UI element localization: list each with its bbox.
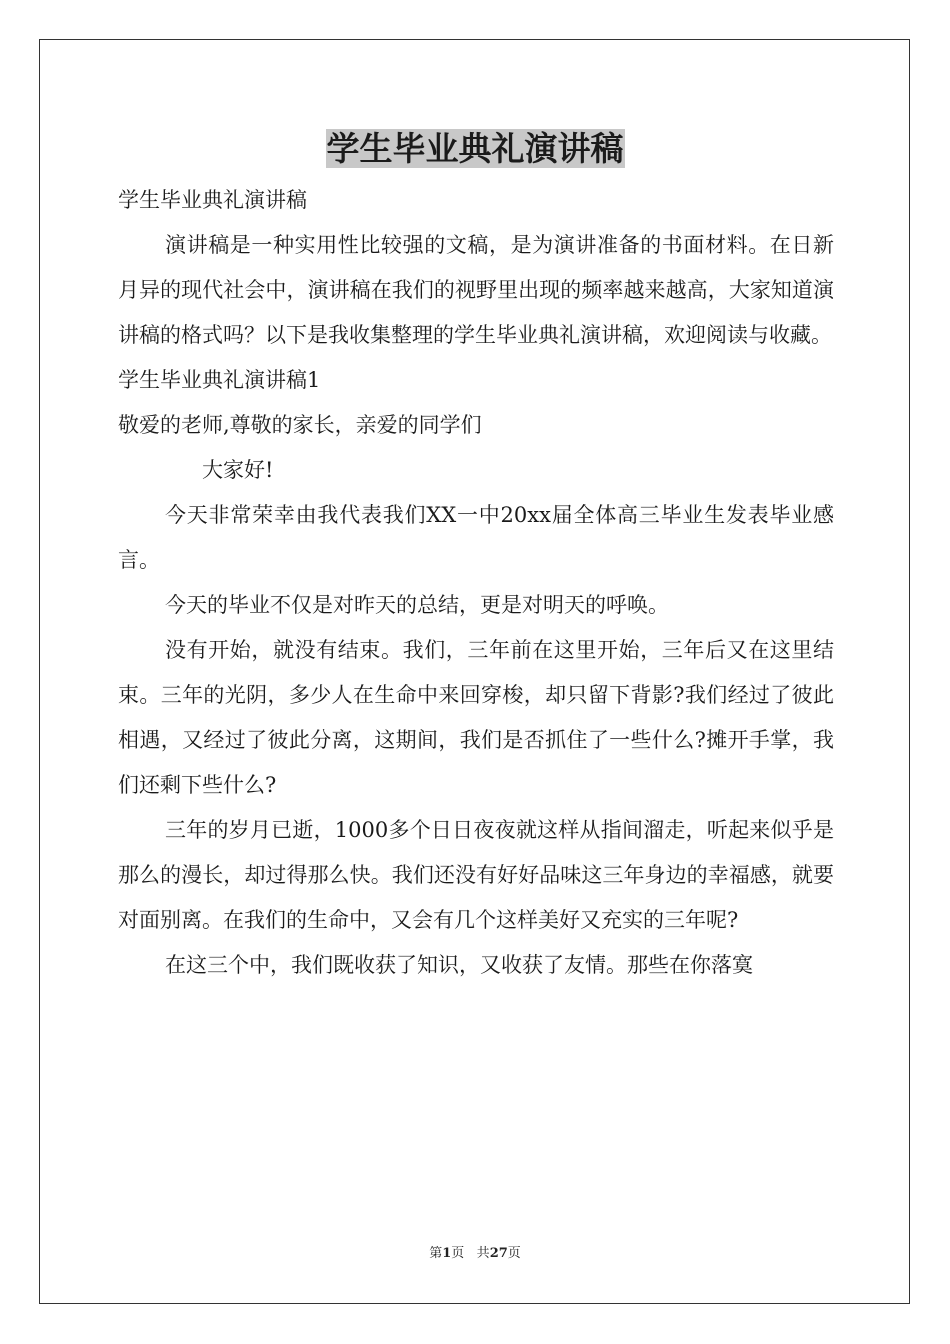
subtitle-paragraph: 学生毕业典礼演讲稿: [118, 188, 307, 212]
footer-total-pages: 27: [489, 1246, 508, 1261]
footer-page-suffix: 页: [451, 1246, 465, 1261]
salutation-paragraph: 敬爱的老师,尊敬的家长，亲爱的同学们: [118, 413, 482, 437]
page-footer: [0, 1244, 950, 1264]
greeting-paragraph: 大家好!: [202, 458, 274, 482]
footer-total-suffix: 页: [507, 1246, 521, 1261]
footer-total-prefix: 共: [476, 1246, 490, 1261]
section-heading: 学生毕业典礼演讲稿1: [118, 368, 321, 392]
footer-page-number: 1: [442, 1246, 452, 1261]
body-paragraph: 没有开始，就没有结束。我们，三年前在这里开始，三年后又在这里结束。三年的光阴，多少人在生命中来回穿梭，却只留下背影?我们经过了彼此相遇，又经过了彼此分离，这期间，我们是否抓住了一些什么?摊开手掌，我们还剩下些什么?: [118, 638, 834, 797]
document-body: [118, 178, 834, 988]
body-paragraph: 在这三个中，我们既收获了知识，又收获了友情。那些在你落寞: [165, 953, 753, 977]
body-paragraph: 三年的岁月已逝，1000多个日日夜夜就这样从指间溜走，听起来似乎是那么的漫长，却过得那么快。我们还没有好好品味这三年身边的幸福感，就要对面别离。在我们的生命中，又会有几个这样美好又充实的三年呢?: [118, 818, 834, 932]
body-paragraph: 今天的毕业不仅是对昨天的总结，更是对明天的呼唤。: [165, 593, 669, 617]
body-paragraph: 今天非常荣幸由我代表我们XX一中20xx届全体高三毕业生发表毕业感言。: [118, 503, 834, 572]
footer-prefix: 第: [429, 1246, 443, 1261]
intro-paragraph: 演讲稿是一种实用性比较强的文稿，是为演讲准备的书面材料。在日新月异的现代社会中，演讲稿在我们的视野里出现的频率越来越高，大家知道演讲稿的格式吗？以下是我收集整理的学生毕业典礼演讲稿，欢迎阅读与收藏。: [118, 233, 834, 347]
document-title-text: 学生毕业典礼演讲稿: [326, 129, 624, 168]
document-title: [0, 126, 950, 172]
